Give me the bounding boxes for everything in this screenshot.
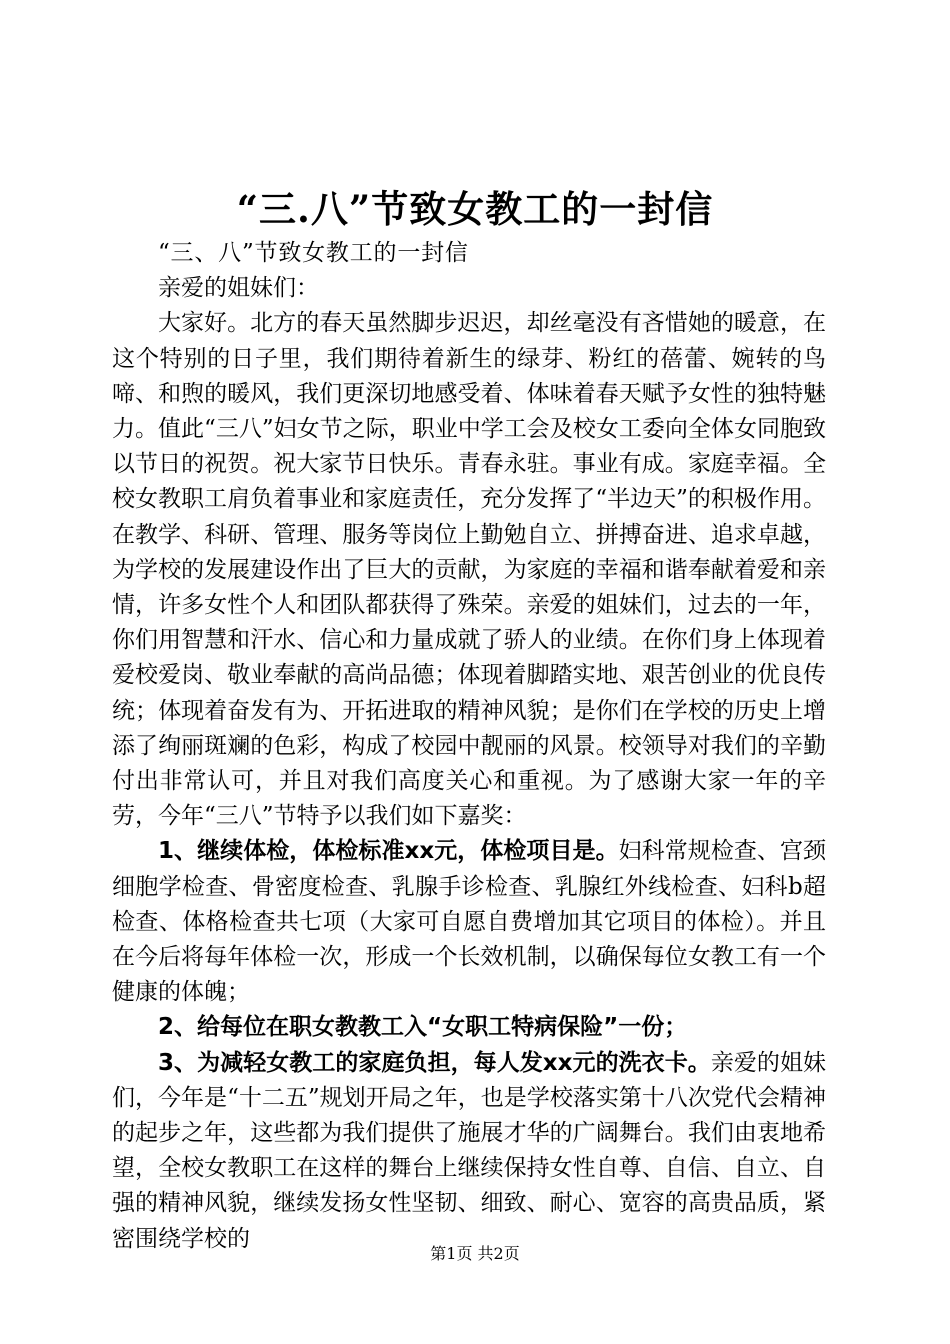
main-paragraph: 大家好。北方的春天虽然脚步迟迟，却丝毫没有吝惜她的暖意，在这个特别的日子里，我们期待着新生的绿芽、粉红的蓓蕾、婉转的鸟啼、和煦的暖风，我们更深切地感受着、体味着春天赋予女性的独特魅力。值此“三八”妇女节之际，职业中学工会及校女工委向全体女同胞致以节日的祝贺。祝大家节日快乐。青春永驻。事业有成。家庭幸福。全校女教职工肩负着事业和家庭责任，充分发挥了“半边天”的积极作用。在教学、科研、管理、服务等岗位上勤勉自立、拼搏奋进、追求卓越，为学校的发展建设作出了巨大的贡献，为家庭的幸福和谐奉献着爱和亲情，许多女性个人和团队都获得了殊荣。亲爱的姐妹们，过去的一年，你们用智慧和汗水、信心和力量成就了骄人的业绩。在你们身上体现着爱校爱岗、敬业奉献的高尚品德；体现着脚踏实地、艰苦创业的优良传统；体现着奋发有为、开拓进取的精神风貌；是你们在学校的历史上增添了绚丽斑斓的色彩，构成了校园中靓丽的风景。校领导对我们的辛勤付出非常认可，并且对我们高度关心和重视。为了感谢大家一年的辛劳，今年“三八”节特予以我们如下嘉奖：	[112, 310, 826, 830]
page-title: “三.八”节致女教工的一封信	[236, 187, 714, 231]
letter-body	[112, 236, 826, 1257]
award-item-1-details: 妇科常规检查、宫颈细胞学检查、骨密度检查、乳腺手诊检查、乳腺红外线检查、妇科b超检查、体格检查共七项（大家可自愿自费增加其它项目的体检）。并且在今后将每年体检一次，形成一个长效机制，以确保每位女教工有一个健康的体魄；	[112, 838, 826, 1006]
award-item-2: 2、给每位在职女教教工入“女职工特病保险”一份；	[158, 1014, 688, 1041]
award-item-1	[112, 834, 826, 1010]
letter-subtitle: “三、八”节致女教工的一封信	[158, 240, 469, 266]
award-item-3	[112, 1046, 826, 1257]
award-item-3-lead: 3、为减轻女教工的家庭负担，每人发xx元的洗衣卡。	[158, 1049, 711, 1076]
closing-paragraph: 亲爱的姐妹们，今年是“十二五”规划开局之年，也是学校落实第十八次党代会精神的起步之年，这些都为我们提供了施展才华的广阔舞台。我们由衷地希望，全校女教职工在这样的舞台上继续保持女性自尊、自信、自立、自强的精神风貌，继续发扬女性坚韧、细致、耐心、宽容的高贵品质，紧密围绕学校的	[112, 1049, 826, 1252]
page-number: 第1页 共2页	[430, 1244, 520, 1263]
award-item-1-lead: 1、继续体检，体检标准xx元，体检项目是。	[158, 838, 619, 865]
salutation: 亲爱的姐妹们：	[158, 275, 319, 302]
